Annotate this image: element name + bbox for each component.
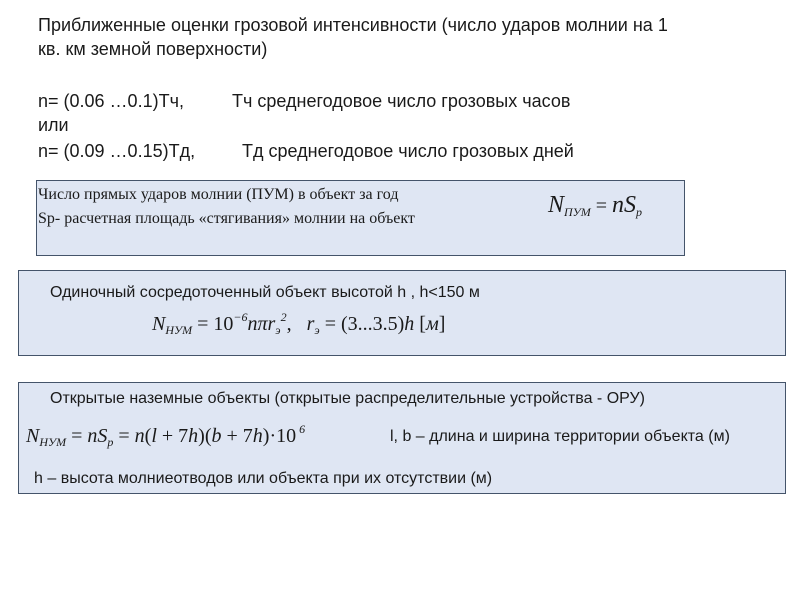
box3-note: h – высота молниеотводов или объекта при их отсутствии (м): [34, 470, 493, 487]
box3-formula: $N_{НУМ} = nS_p = n(l + 7h)(b + 7h)\cdot 10$ $^6$: [26, 422, 306, 449]
intro-line-1: Приближенные оценки грозовой интенсивности (число ударов молнии на 1: [38, 15, 668, 35]
box3-formula-desc: l, b – длина и ширина территории объекта (м): [390, 428, 730, 445]
formula-hours-desc: Тч среднегодовое число грозовых часов: [232, 91, 571, 111]
box3-title: Открытые наземные объекты (открытые распределительные устройства - ОРУ): [50, 390, 645, 407]
formula-days: n= (0.09 …0.15)Тд,: [38, 141, 196, 161]
box2-formula: $N_{НУМ} = 10^{-6}n\pi r_э^2$, $r_э = (3...3.5)h$ [м]: [152, 310, 446, 337]
formula-days-desc: Тд среднегодовое число грозовых дней: [242, 141, 574, 161]
box1-line-1: Число прямых ударов молнии (ПУМ) в объект за год: [38, 186, 399, 203]
box1-formula: $N_{ПУМ} = nS_p$: [548, 192, 643, 219]
intro-line-2: кв. км земной поверхности): [38, 39, 268, 59]
or-text: или: [38, 115, 69, 135]
formula-hours: n= (0.06 …0.1)Тч,: [38, 91, 184, 111]
box1-line-2: Sp- расчетная площадь «стягивания» молнии на объект: [38, 210, 415, 227]
box2-title: Одиночный сосредоточенный объект высотой h , h<150 м: [50, 284, 480, 301]
